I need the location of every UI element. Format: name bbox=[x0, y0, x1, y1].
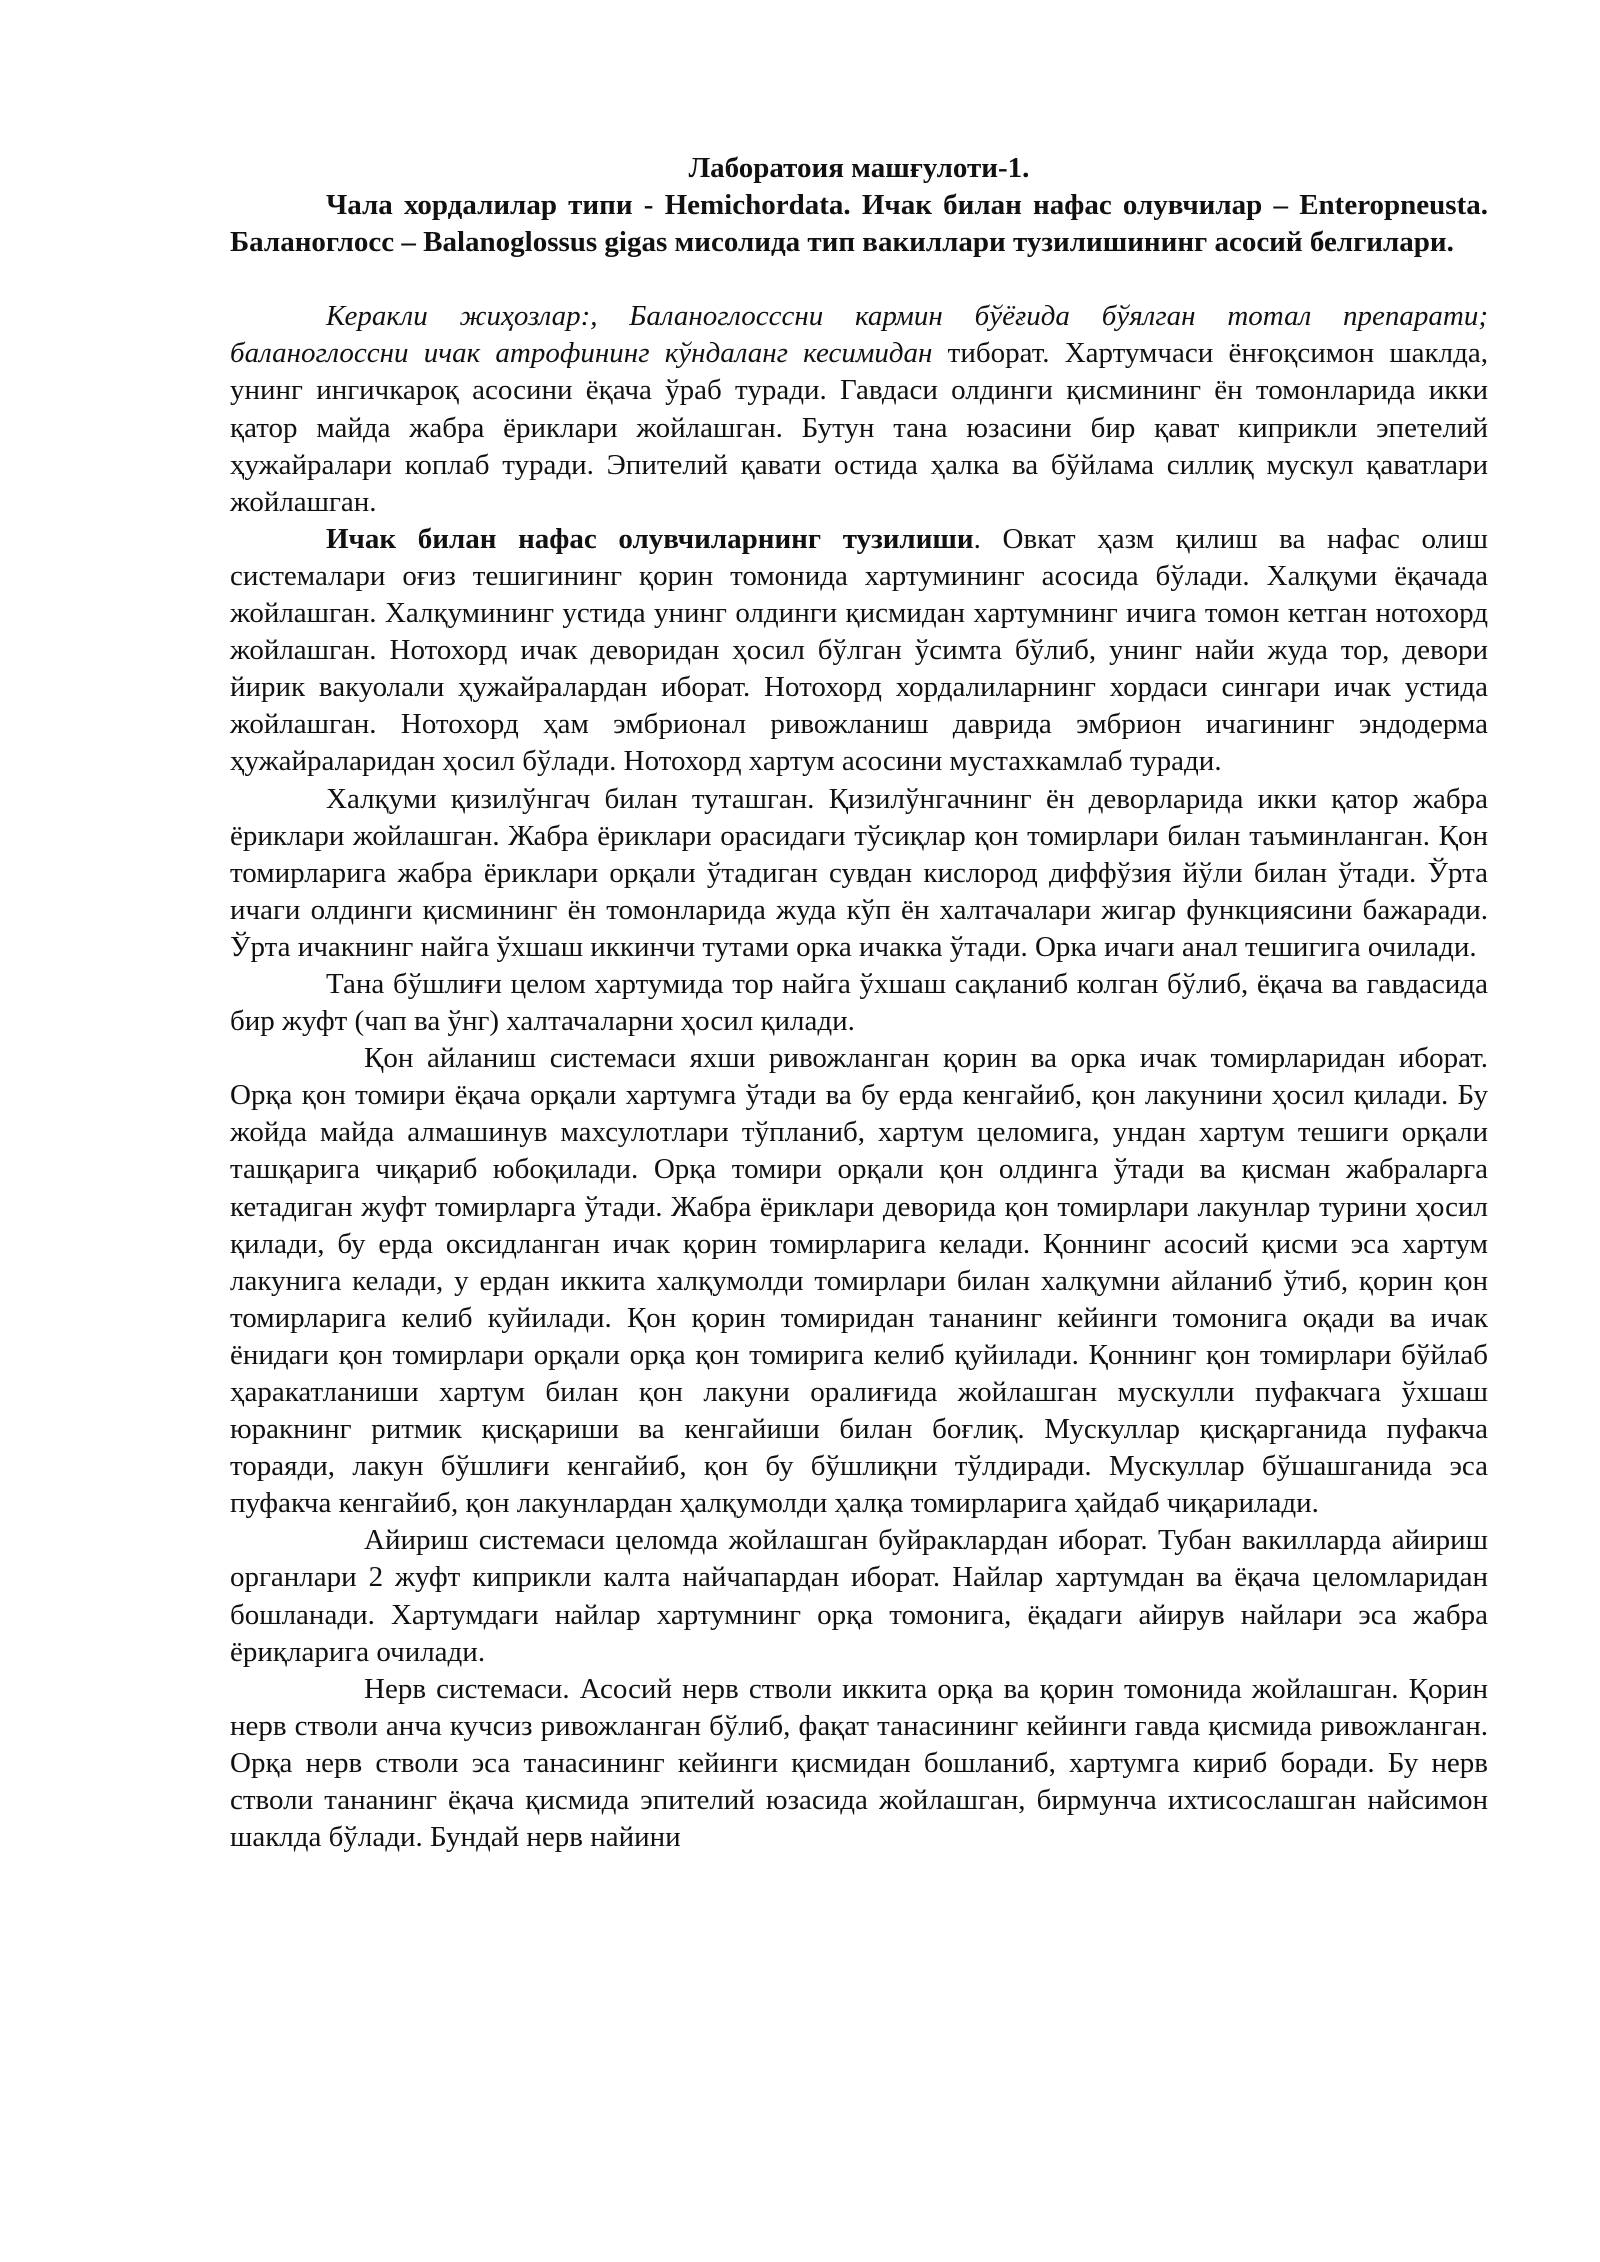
paragraph-circulatory: Қон айланиш системаси яхши ривожланган қорин ва орка ичак томирларидан иборат. Орқа қон томири ёқача орқали хартумга ўтади ва бу ерда кенгайиб, қон лакунини ҳосил қилади. Бу жойда майда алмашинув махсулотлари тўпланиб, хартум целомига, ундан хартум тешиги орқали ташқарига чиқариб юбоқилади. Орқа томири орқали қон олдинга ўтади ва қисман жабраларга кетадиган жуфт томирларга ўтади. Жабра ёриклари деворида қон томирлари лакунлар турини ҳосил қилади, бу ерда оксидланган ичак қорин томирларига келади. Қоннинг асосий қисми эса хартум лакунига келади, у ердан иккита халқумолди томирлари билан халқумни айланиб ўтиб, қорин қон томирларига келиб куйилади. Қон қорин томиридан тананинг кейинги томонига оқади ва ичак ёнидаги қон томирлари орқали орқа қон томирига келиб қуйилади. Қоннинг қон томирлари бўйлаб ҳаракатланиши хартум билан қон лакуни оралиғида жойлашган мускулли пуфакчага ўхшаш юракнинг ритмик қисқариши ва кенгайиши билан боғлиқ. Мускуллар қисқарганида пуфакча тораяди, лакун бўшлиғи кенгайиб, қон бу бўшлиқни тўлдиради. Мускуллар бўшашганида эса пуфакча кенгайиб, қон лакунлардан ҳалқумолди ҳалқа томирларига ҳайдаб чиқарилади. bbox=[230, 1042, 1488, 1520]
blank-line bbox=[230, 261, 1488, 298]
paragraph-nervous: Нерв системаси. Асосий нерв стволи иккита орқа ва қорин томонида жойлашган. Қорин нерв стволи анча кучсиз ривожланган бўлиб, фақат танасининг кейинги гавда қисмида ривожланган. Орқа нерв стволи эса танасининг кейинги қисмидан бошланиб, хартумга кириб боради. Бу нерв стволи тананинг ёқача қисмида эпителий юзасида жойлашган, бирмунча ихтисослашган найсимон шаклда бўлади. Бундай нерв найини bbox=[230, 1672, 1488, 1854]
paragraph-pharynx: Халқуми қизилўнгач билан туташган. Қизилўнгачнинг ён деворларида икки қатор жабра ёриклари жойлашган. Жабра ёриклари орасидаги тўсиқлар қон томирлари билан таъминланган. Қон томирларига жабра ёриклари орқали ўтадиган сувдан кислород диффўзия йўли билан ўтади. Ўрта ичаги олдинги қисмининг ён томонларида жуда кўп ён халтачалари жигар функциясини бажаради. Ўрта ичакнинг найга ўхшаш иккинчи тутами орка ичакка ўтади. Орка ичаги анал тешигига очилади. bbox=[230, 782, 1488, 963]
digestive-heading: Ичак билан нафас олувчиларнинг тузилиши bbox=[326, 522, 974, 555]
paragraph-excretory: Айириш системаси целомда жойлашган буйраклардан иборат. Тубан вакилларда айириш органлари 2 жуфт киприкли калта найчапардан иборат. Найлар хартумдан ва ёқача целомларидан бошланади. Хартумдаги найлар хартумнинг орқа томонига, ёқадаги айирув найлари эса жабра ёриқларига очилади. bbox=[230, 1524, 1488, 1668]
equipment-text: тиборат. Хартумчаси ёнғоқсимон шаклда, унинг ингичкароқ асосини ёқача ўраб туради. Гавдаси олдинги қисмининг ён томонларида икки қатор майда жабра ёриклари жойлашган. Бутун тана юзасини бир қават киприкли эпетелий ҳужайралари коплаб туради. Эпителий қавати остида ҳалка ва бўйлама силлиқ мускул қаватлари жойлашган. bbox=[230, 337, 1488, 518]
document-title: Лаборатоия машғулоти-1. bbox=[688, 152, 1030, 184]
paragraph-coelom: Тана бўшлиғи целом хартумида тор найга ўхшаш сақланиб колган бўлиб, ёқача ва гавдасида бир жуфт (чап ва ўнг) халтачаларни ҳосил қилади. bbox=[230, 967, 1488, 1038]
paragraph-digestive bbox=[230, 521, 1488, 781]
paragraph-equipment bbox=[230, 298, 1488, 521]
document-subtitle: Чала хордалилар типи - Hemichordata. Ичак билан нафас олувчилар – Enteropneusta. Баланоглосс – Balanoglossus gigas мисолида тип вакиллари тузилишининг асосий белгилари. bbox=[230, 189, 1488, 259]
equipment-italic-text: Керакли жиҳозлар:, Баланоглосссни кармин бўёғида бўялган тотал препарати; баланоглоссни ичак атрофининг кўндаланг кесимидан bbox=[230, 300, 1488, 370]
document-page bbox=[230, 150, 1488, 1856]
digestive-text: . Овкат ҳазм қилиш ва нафас олиш системалари оғиз тешигининг қорин томонида хартумининг асосида бўлади. Халқуми ёқачада жойлашган. Халқумининг устида унинг олдинги қисмидан хартумнинг ичига томон кетган нотохорд жойлашган. Нотохорд ичак деворидан ҳосил бўлган ўсимта бўлиб, унинг найи жуда тор, девори йирик вакуолали ҳужайралардан иборат. Нотохорд хордалиларнинг хордаси сингари ичак устида жойлашган. Нотохорд ҳам эмбрионал ривожланиш даврида эмбрион ичагининг эндодерма ҳужайраларидан ҳосил бўлади. Нотохорд хартум асосини мустахкамлаб туради. bbox=[230, 522, 1489, 778]
